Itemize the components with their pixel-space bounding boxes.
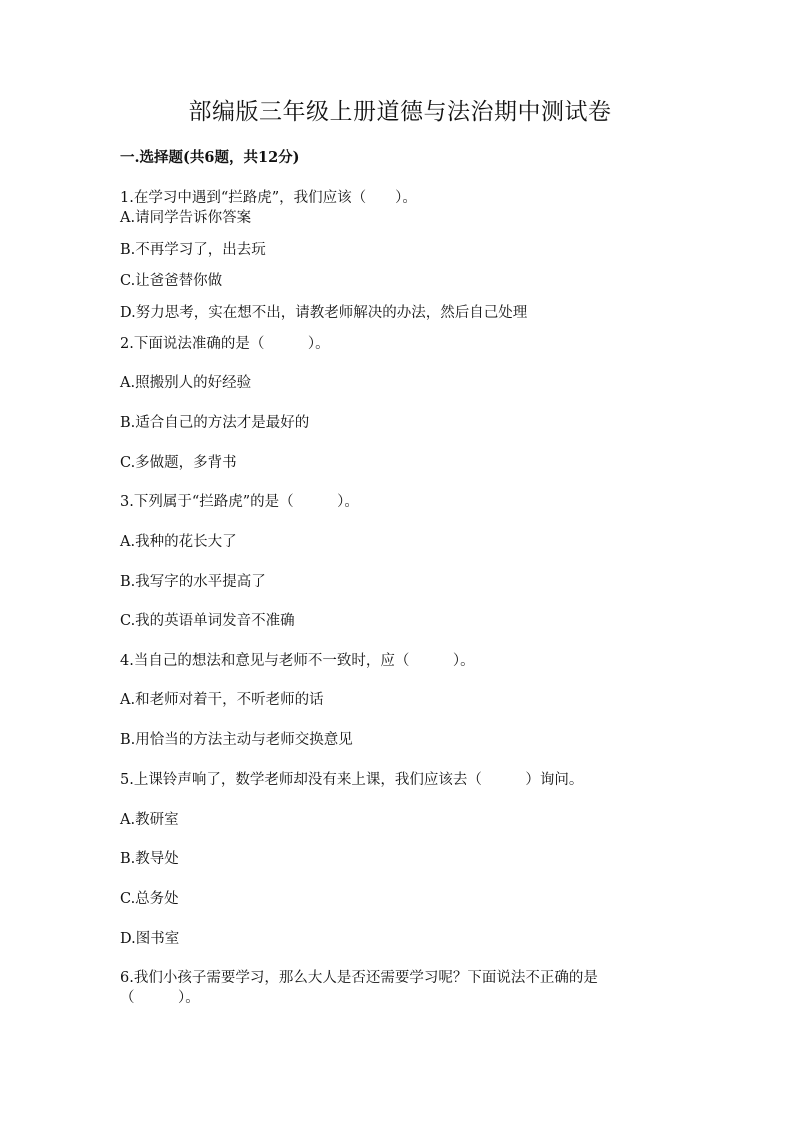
question-2-option-b: B.适合自己的方法才是最好的 — [120, 415, 310, 431]
question-4-option-b: B.用恰当的方法主动与老师交换意见 — [120, 732, 353, 748]
question-1-option-a: A.请同学告诉你答案 — [120, 210, 252, 226]
question-4-stem: 4.当自己的想法和意见与老师不一致时，应（ ）。 — [120, 653, 475, 669]
question-1-stem: 1.在学习中遇到“拦路虎”，我们应该（ ）。 — [120, 190, 417, 206]
question-5-option-c: C.总务处 — [120, 891, 179, 907]
question-3-option-c: C.我的英语单词发音不准确 — [120, 613, 295, 629]
question-2-option-a: A.照搬别人的好经验 — [120, 375, 252, 391]
section-heading: 一.选择题(共6题，共12分) — [120, 149, 300, 166]
question-1-option-c: C.让爸爸替你做 — [120, 273, 223, 289]
question-1-option-d: D.努力思考，实在想不出，请教老师解决的办法，然后自己处理 — [120, 305, 528, 321]
question-6-stem: 6.我们小孩子需要学习，那么大人是否还需要学习呢？下面说法不正确的是（ ）。 — [120, 970, 598, 1006]
question-5-option-a: A.教研室 — [120, 812, 179, 828]
question-4-option-a: A.和老师对着干，不听老师的话 — [120, 692, 324, 708]
question-2-stem: 2.下面说法准确的是（ ）。 — [120, 336, 330, 352]
question-3-option-a: A.我种的花长大了 — [120, 534, 237, 550]
question-5-stem: 5.上课铃声响了，数学老师却没有来上课，我们应该去（ ）询问。 — [120, 772, 584, 788]
question-1-option-b: B.不再学习了，出去玩 — [120, 242, 266, 258]
question-3-option-b: B.我写字的水平提高了 — [120, 574, 266, 590]
exam-title: 部编版三年级上册道德与法治期中测试卷 — [188, 99, 612, 125]
question-2-option-c: C.多做题，多背书 — [120, 455, 237, 471]
question-5-option-d: D.图书室 — [120, 931, 180, 947]
question-3-stem: 3.下列属于“拦路虎”的是（ ）。 — [120, 494, 359, 510]
question-5-option-b: B.教导处 — [120, 851, 179, 867]
